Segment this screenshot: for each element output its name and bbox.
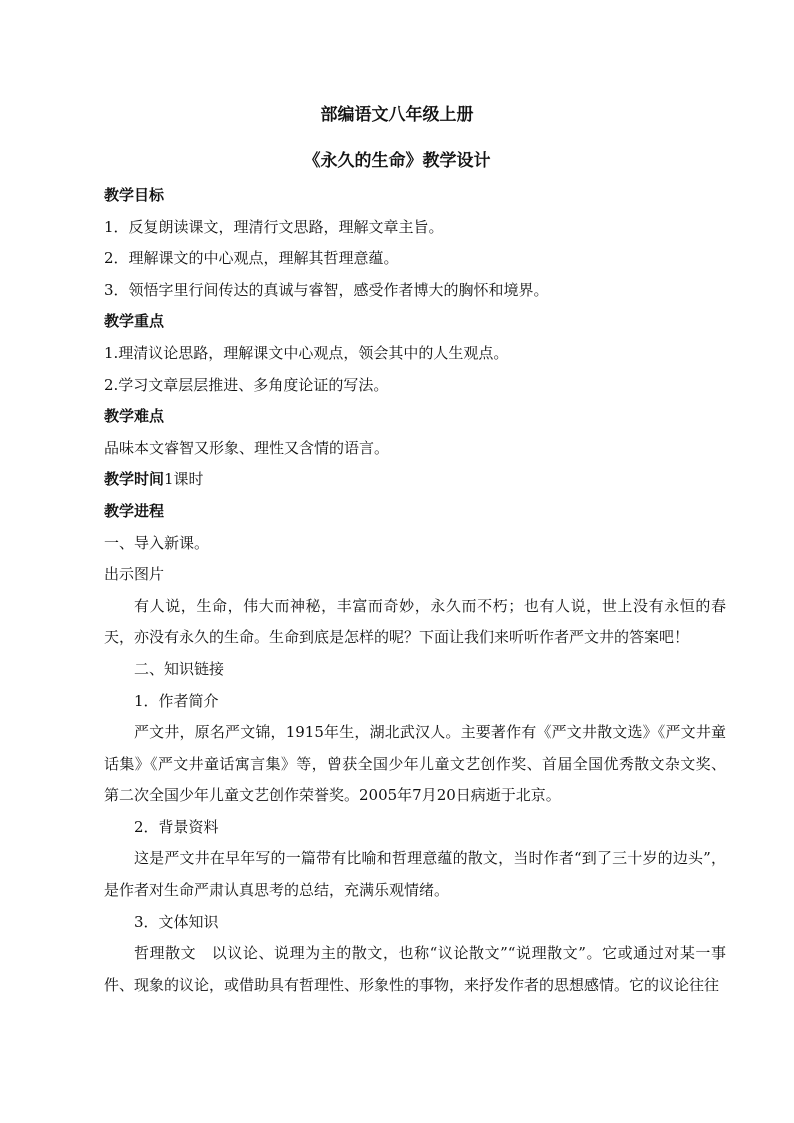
difficulty-text: 品味本文睿智又形象、理性又含情的语言。	[104, 438, 390, 457]
document-subtitle: 《永久的生命》教学设计	[303, 151, 491, 171]
author-heading: 1．作者简介	[134, 691, 219, 710]
key-point-item: 1.理清议论思路，理解课文中心观点，领会其中的人生观点。	[104, 343, 509, 362]
objective-item: 3．领悟字里行间传达的真诚与睿智，感受作者博大的胸怀和境界。	[104, 280, 549, 299]
author-paragraph: 严文井，原名严文锦，1915年生，湖北武汉人。主要著作有《严文井散文选》《严文井童话集》《严文井童话寓言集》等，曾获全国少年儿童文艺创作奖、首届全国优秀散文杂文奖、第二次全国少年儿童文艺创作荣誉奖。2005年7月20日病逝于北京。	[104, 723, 726, 805]
time-line	[104, 464, 726, 496]
time-value: 1课时	[164, 470, 204, 489]
document-title: 部编语文八年级上册	[320, 105, 474, 125]
intro-paragraph: 有人说，生命，伟大而神秘，丰富而奇妙，永久而不朽；也有人说，世上没有永恒的春天，亦没有永久的生命。生命到底是怎样的呢？下面让我们来听听作者严文井的答案吧！	[104, 596, 726, 647]
genre-paragraph: 哲理散文 以议论、说理为主的散文，也称“议论散文”“说理散文”。它或通过对某一事件、现象的议论，或借助具有哲理性、形象性的事物，来抒发作者的思想感情。它的议论往往	[104, 944, 726, 994]
key-points-heading: 教学重点	[104, 312, 165, 331]
process-heading: 教学进程	[104, 501, 165, 520]
key-point-item: 2.学习文章层层推进、多角度论证的写法。	[104, 375, 389, 394]
document-body	[104, 180, 726, 1001]
background-heading: 2．背景资料	[134, 817, 219, 836]
step-1-heading: 一、导入新课。	[104, 533, 210, 552]
show-picture-text: 出示图片	[104, 565, 165, 584]
objective-item: 2．理解课文的中心观点，理解其哲理意蕴。	[104, 249, 399, 268]
background-paragraph: 这是严文井在早年写的一篇带有比喻和哲理意蕴的散文，当时作者“到了三十岁的边头”，是作者对生命严肃认真思考的总结，充满乐观情绪。	[104, 849, 726, 900]
difficulty-heading: 教学难点	[104, 407, 165, 426]
objectives-heading: 教学目标	[104, 186, 165, 204]
objective-item: 1．反复朗读课文，理清行文思路，理解文章主旨。	[104, 217, 444, 236]
step-2-heading: 二、知识链接	[134, 659, 225, 678]
time-heading: 教学时间	[104, 470, 165, 489]
genre-heading: 3．文体知识	[134, 912, 219, 931]
